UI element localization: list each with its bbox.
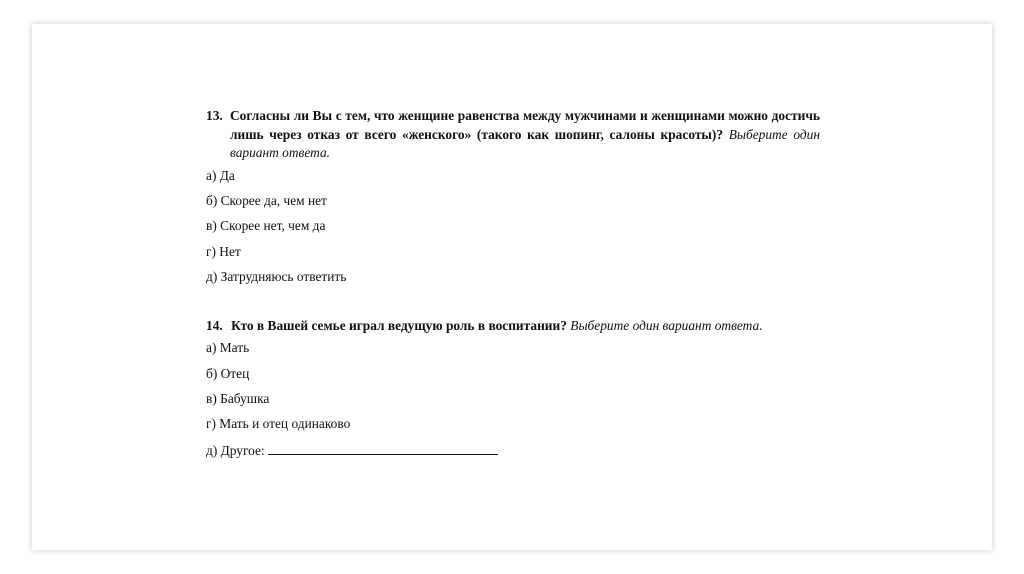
questionnaire (206, 107, 820, 459)
other-label: д) Другое: (206, 442, 265, 458)
other-answer-blank[interactable] (268, 441, 498, 455)
question-13-text (230, 107, 820, 163)
question-13-instruction: Выберите один вариант ответа. (230, 126, 820, 160)
answer-option: а) Мать (206, 340, 250, 356)
question-14-prompt: Кто в Вашей семье играл ведущую роль в воспитании? (231, 317, 567, 333)
question-14-options (206, 339, 820, 459)
question-14-instruction: Выберите один вариант ответа. (570, 317, 763, 333)
answer-option: г) Нет (206, 243, 241, 259)
answer-option: г) Мать и отец одинаково (206, 416, 351, 432)
question-13-prompt: Согласны ли Вы с тем, что женщине равенства между мужчинами и женщинами можно достичь лишь через отказ от всего «женского» (такого как шопинг, салоны красоты)? (230, 108, 820, 142)
question-13 (206, 107, 820, 163)
answer-option-other (206, 441, 820, 460)
question-14-number: 14. (206, 317, 223, 333)
answer-option: в) Бабушка (206, 391, 270, 407)
question-14 (206, 317, 820, 336)
answer-option: д) Затрудняюсь ответить (206, 269, 347, 285)
answer-option: а) Да (206, 167, 235, 183)
question-13-options (206, 167, 820, 287)
answer-option: б) Отец (206, 365, 250, 381)
question-13-number: 13. (206, 108, 223, 123)
answer-option: б) Скорее да, чем нет (206, 193, 327, 209)
answer-option: в) Скорее нет, чем да (206, 218, 326, 234)
